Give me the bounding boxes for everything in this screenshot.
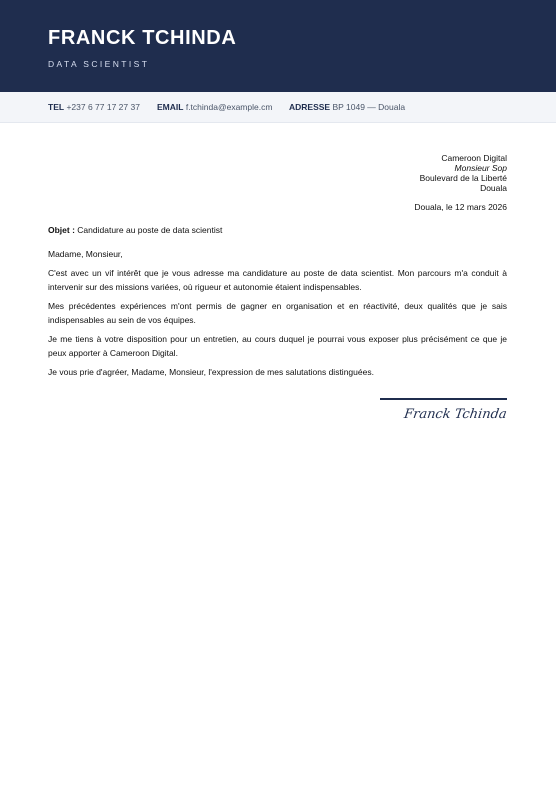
signature-divider [380, 398, 507, 400]
recipient-street: Boulevard de la Liberté [419, 173, 507, 183]
sender-role: DATA SCIENTIST [48, 59, 150, 69]
body-paragraph: Mes précédentes expériences m'ont permis de gagner en organisation et en réactivité, deux qualités que je sais indispensables au sein de vos équipes. [48, 301, 507, 325]
email-label: EMAIL [157, 102, 184, 112]
recipient-company: Cameroon Digital [441, 153, 507, 163]
contact-address [289, 92, 405, 122]
letter-header [0, 0, 556, 92]
contact-tel [48, 92, 140, 122]
sender-name: FRANCK TCHINDA [48, 27, 237, 49]
email-value: f.tchinda@example.cm [185, 102, 273, 112]
subject-text: Candidature au poste de data scientist [77, 225, 223, 235]
recipient-block [420, 153, 507, 193]
subject-label: Objet : [48, 225, 75, 235]
salutation: Madame, Monsieur, [48, 249, 123, 259]
address-label: ADRESSE [289, 102, 331, 112]
recipient-city: Douala [480, 183, 507, 193]
letter-body [48, 266, 507, 384]
address-value: BP 1049 — Douala [332, 102, 406, 112]
contact-bar [0, 92, 556, 123]
recipient-contact: Monsieur Sop [454, 163, 507, 173]
tel-value: +237 6 77 17 27 37 [66, 102, 140, 112]
signature: Franck Tchinda [403, 407, 509, 422]
contact-email [157, 92, 272, 122]
place-date: Douala, le 12 mars 2026 [414, 202, 507, 212]
body-paragraph: C'est avec un vif intérêt que je vous adresse ma candidature au poste de data scientist. Mon parcours m'a conduit à intervenir sur des missions variées, où rigueur et autonomie étaient indispensables. [48, 268, 507, 292]
closing-paragraph: Je vous prie d'agréer, Madame, Monsieur, l'expression de mes salutations distinguées. [48, 367, 374, 377]
subject-line [48, 225, 222, 236]
body-paragraph: Je me tiens à votre disposition pour un entretien, au cours duquel je pourrai vous exposer plus précisément ce que je peux apporter à Cameroon Digital. [48, 334, 507, 358]
tel-label: TEL [48, 102, 65, 112]
